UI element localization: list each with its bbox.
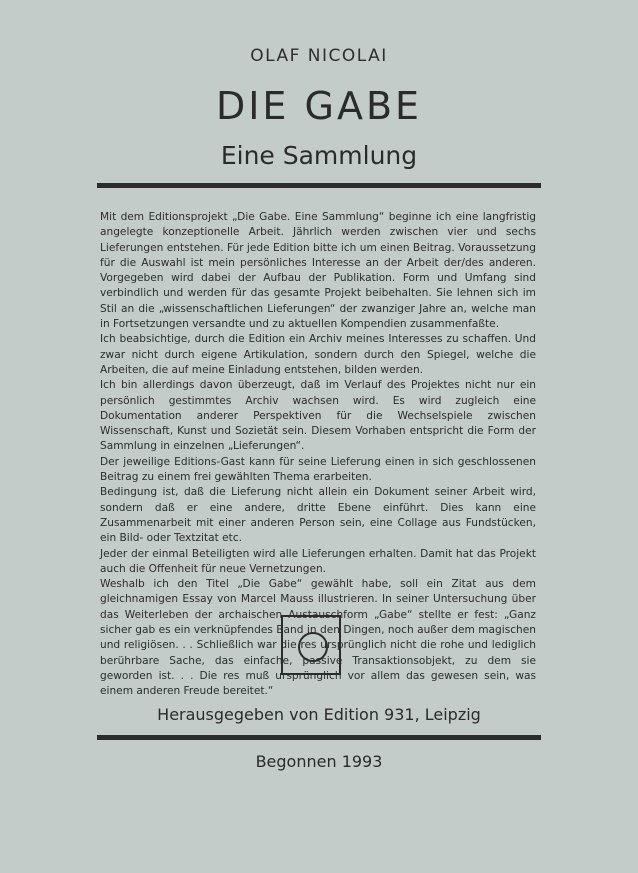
paragraph: Weshalb ich den Titel „Die Gabe“ gewählt habe, soll ein Zitat aus dem gleichnamigen Essay von Marcel Mauss illustrieren. In seiner Untersuchung über das Weiterleben der archaischen Austauschform „Gabe“ stellte er fest: „Ganz sicher gab es ein verknüpfendes Band in den Dingen, noch außer dem magischen und religiösen. . . Schließlich war die res ursprünglich nicht die rohe und lediglich berührbare Sache, das einfache, passive Transaktionsobjekt, zu dem sie geworden ist. . . Die res muß ursprünglich vor allem das gewesen sein, was einem anderen Freude bereitet.“ — [100, 578, 536, 698]
circle-icon — [298, 632, 328, 662]
publisher-line: Herausgegeben von Edition 931, Leipzig — [157, 705, 481, 724]
paragraph: Jeder der einmal Beteiligten wird alle Lieferungen erhalten. Damit hat das Projekt auch die Offenheit für neue Vernetzungen. — [100, 547, 536, 575]
top-divider — [97, 183, 541, 188]
page-subtitle: Eine Sammlung — [220, 141, 418, 170]
paragraph: Bedingung ist, daß die Lieferung nicht allein ein Dokument seiner Arbeit wird, sondern daß er eine andere, dritte Ebene einführt. Dies kann eine Zusammenarbeit mit einer anderen Person sein, eine Collage aus Fundstücken, ein Bild- oder Textzitat etc. — [100, 486, 536, 545]
author-name: OLAF NICOLAI — [250, 46, 388, 66]
page-title: DIE GABE — [215, 84, 423, 128]
paragraph: Der jeweilige Editions-Gast kann für seine Lieferung einen in sich geschlossenen Beitrag zu einem frei gewählten Thema erarbeiten. — [100, 455, 536, 484]
start-year-line: Begonnen 1993 — [255, 752, 383, 771]
paragraph: Ich bin allerdings davon überzeugt, daß im Verlauf des Projektes nicht nur ein persönlich gestimmtes Archiv wachsen wird. Es wird zugleich eine Dokumentation anderer Perspektiven für die Wechselspiele zwischen Wissenschaft, Kunst und Sozietät sein. Diesem Vorhaben entspricht die Form der Sammlung in einzelnen „Lieferungen“. — [100, 379, 536, 453]
publisher-logo — [281, 615, 341, 675]
paragraph: Mit dem Editionsprojekt „Die Gabe. Eine Sammlung“ beginne ich eine langfristig angelegte konzeptionelle Arbeit. Jährlich werden zwischen vier und sechs Lieferungen entstehen. Für jede Edition bitte ich um einen Beitrag. Voraussetzung für die Auswahl ist mein persönliches Interesse an der Arbeit der/des anderen. Vorgegeben wird dabei der Aufbau der Publikation. Form und Umfang sind verbindlich und werden für das gesamte Projekt beibehalten. Sie lehnen sich im Stil an die „wissenschaftlichen Lieferungen“ der zwanziger Jahre an, welche man in Fortsetzungen versandte und zu aktuellen Kompendien zusammenfaßte. — [100, 211, 536, 331]
paragraph: Ich beabsichtige, durch die Edition ein Archiv meines Interesses zu schaffen. Und zwar nicht durch eigene Artikulation, sondern durch den Spiegel, welche die Arbeiten, die auf meine Einladung entstehen, bilden werden. — [100, 333, 536, 376]
bottom-divider — [97, 735, 541, 740]
